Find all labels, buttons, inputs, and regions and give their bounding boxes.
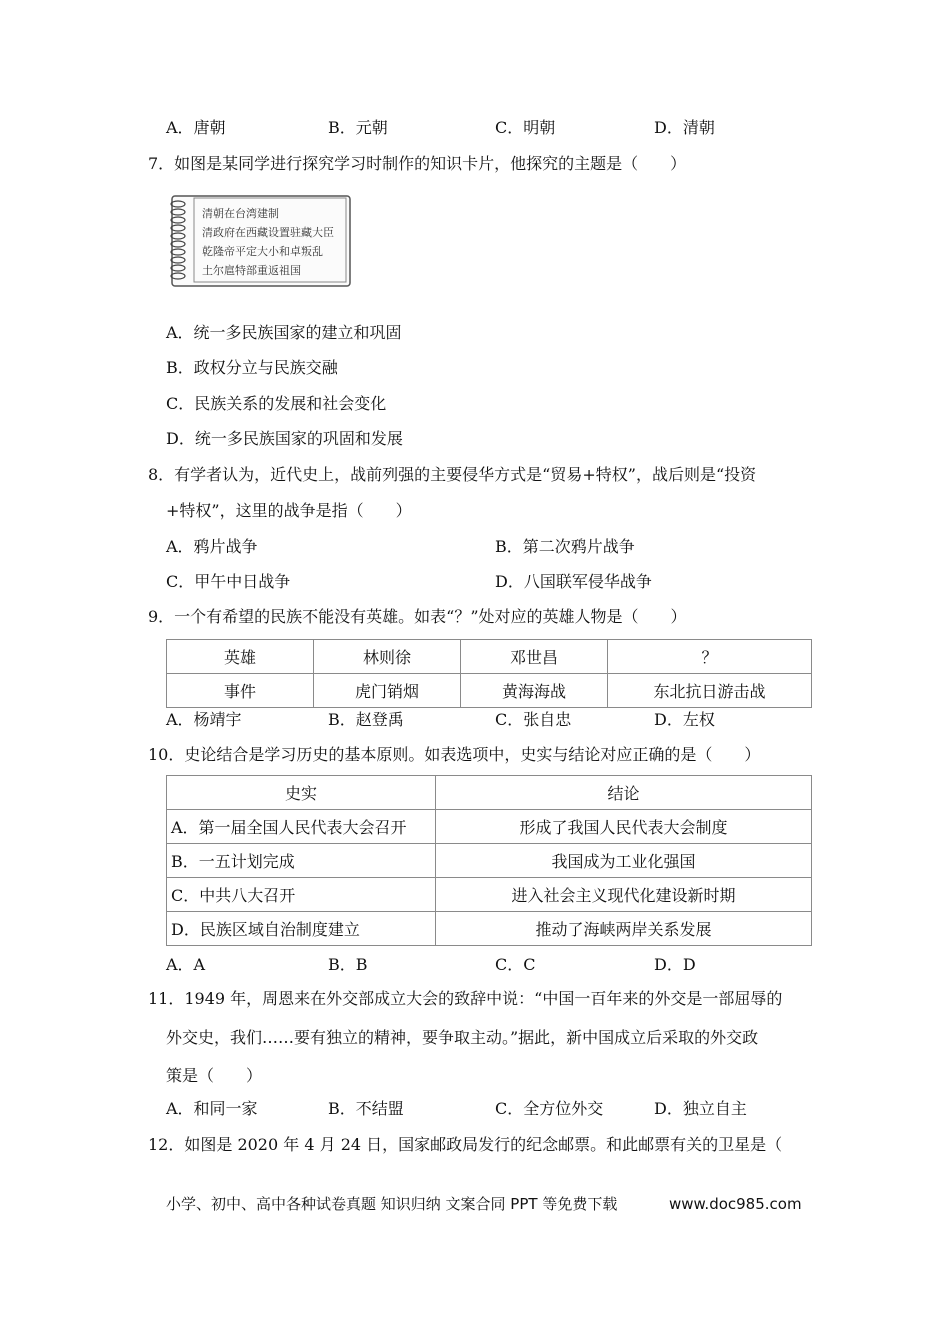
q9-stem: 9．一个有希望的民族不能没有英雄。如表“？”处对应的英雄人物是（ ） [148,607,687,626]
q9-option-d: D．左权 [654,710,715,729]
q12-stem: 12．如图是 2020 年 4 月 24 日，国家邮政局发行的纪念邮票。和此邮票有关的卫星是（ [148,1135,783,1154]
table-header: 结论 [436,776,812,810]
q9-option-c: C．张自忠 [495,710,572,729]
table-cell: A．第一届全国人民代表大会召开 [167,810,436,844]
table-row [167,674,812,708]
q7-stem: 7．如图是某同学进行探究学习时制作的知识卡片，他探究的主题是（ ） [148,154,687,173]
card-line: 清朝在台湾建制 [202,207,279,220]
knowledge-card-image [166,192,356,292]
table-cell: 形成了我国人民代表大会制度 [436,810,812,844]
footer-text: 小学、初中、高中各种试卷真题 知识归纳 文案合同 PPT 等免费下载 [166,1195,618,1213]
q10-option-d: D．D [654,955,696,974]
q10-table [166,775,812,946]
table-cell: D．民族区域自治制度建立 [167,912,436,946]
q11-option-d: D．独立自主 [654,1099,747,1118]
q9-table [166,639,812,708]
q10-options [166,953,726,977]
table-cell: 我国成为工业化强国 [436,844,812,878]
table-cell: 英雄 [167,640,314,674]
q9-options [166,708,726,732]
table-cell: 事件 [167,674,314,708]
footer-url[interactable]: www.doc985.com [669,1195,802,1213]
q6-option-c: C．明朝 [495,118,556,137]
q8-option-d: D．八国联军侵华战争 [495,572,652,591]
q6-option-d: D．清朝 [654,118,715,137]
q11-options [166,1097,766,1121]
table-cell: 进入社会主义现代化建设新时期 [436,878,812,912]
q10-stem: 10．史论结合是学习历史的基本原则。如表选项中，史实与结论对应正确的是（ ） [148,745,761,764]
table-row [167,640,812,674]
q8-stem-line1: 8．有学者认为，近代史上，战前列强的主要侵华方式是“贸易+特权”，战后则是“投资 [148,465,757,484]
q11-stem-line2: 外交史，我们……要有独立的精神，要争取主动。”据此，新中国成立后采取的外交政 [166,1028,759,1047]
q6-option-a: A．唐朝 [166,118,226,137]
q6-options [166,116,726,140]
table-row [167,878,812,912]
table-cell: B．一五计划完成 [167,844,436,878]
q11-stem-line3: 策是（ ） [166,1066,263,1085]
table-cell: 黄海海战 [461,674,608,708]
q7-option-d: D．统一多民族国家的巩固和发展 [166,429,403,448]
q10-option-c: C．C [495,955,536,974]
card-line: 土尔扈特部重返祖国 [202,264,301,277]
q8-option-b: B．第二次鸦片战争 [495,537,635,556]
q11-stem-line1: 11．1949 年，周恩来在外交部成立大会的致辞中说：“中国一百年来的外交是一部屈辱的 [148,989,783,1008]
q11-option-a: A．和同一家 [166,1099,258,1118]
card-line: 乾隆帝平定大小和卓叛乱 [202,245,323,258]
q6-option-b: B．元朝 [328,118,388,137]
table-header: 史实 [167,776,436,810]
q7-option-c: C．民族关系的发展和社会变化 [166,394,387,413]
table-row [167,844,812,878]
table-cell: 推动了海峡两岸关系发展 [436,912,812,946]
table-cell: 林则徐 [314,640,461,674]
table-cell: C．中共八大召开 [167,878,436,912]
q7-option-a: A．统一多民族国家的建立和巩固 [166,323,402,342]
table-row [167,912,812,946]
table-cell: 邓世昌 [461,640,608,674]
q7-option-b: B．政权分立与民族交融 [166,358,338,377]
table-header-row [167,776,812,810]
table-row [167,810,812,844]
q11-option-c: C．全方位外交 [495,1099,604,1118]
card-line: 清政府在西藏设置驻藏大臣 [202,226,334,239]
table-cell: ？ [608,640,812,674]
table-cell: 东北抗日游击战 [608,674,812,708]
q8-option-a: A．鸦片战争 [166,537,258,556]
q9-option-a: A．杨靖宇 [166,710,242,729]
q10-option-a: A．A [166,955,206,974]
q8-stem-line2: +特权”，这里的战争是指（ ） [166,501,412,520]
q9-option-b: B．赵登禹 [328,710,404,729]
q11-option-b: B．不结盟 [328,1099,404,1118]
table-cell: 虎门销烟 [314,674,461,708]
q10-option-b: B．B [328,955,368,974]
page-footer [166,1192,802,1216]
q8-option-c: C．甲午中日战争 [166,572,291,591]
